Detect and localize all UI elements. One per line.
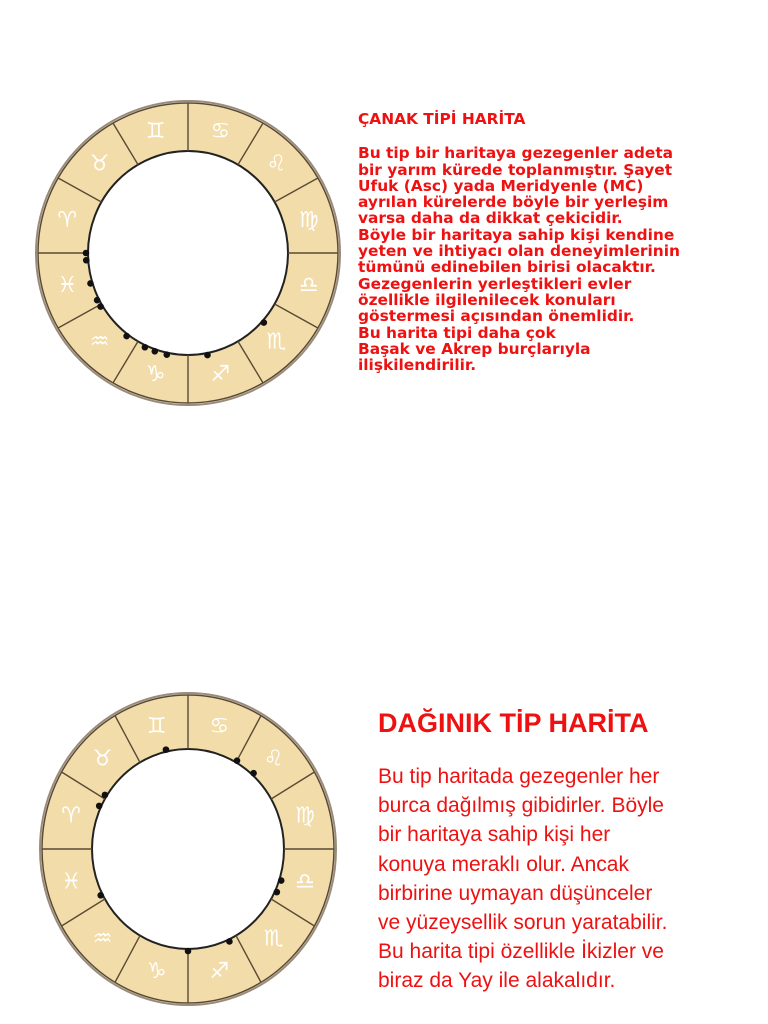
zodiac-sign-icon: ♐ <box>209 959 230 985</box>
planet-dot <box>226 938 233 945</box>
zodiac-wheel-2 <box>38 690 338 1008</box>
canak-title: ÇANAK TİPİ HARİTA <box>358 110 526 128</box>
canak-body-line: Bu tip bir haritaya gezegenler adeta <box>358 144 674 163</box>
planet-dot <box>102 792 109 799</box>
canak-section-text <box>358 111 763 373</box>
canak-body-line: varsa daha da dikkat çekicidir. <box>358 209 623 228</box>
zodiac-sign-icon: ♌ <box>266 151 287 177</box>
zodiac-sign-icon: ♏ <box>266 329 287 355</box>
daginik-body-line: bir haritaya sahip kişi her <box>378 823 611 847</box>
planet-dot <box>278 877 285 884</box>
canak-body-line: Böyle bir haritaya sahip kişi kendine <box>358 225 675 244</box>
planet-dot <box>83 250 90 257</box>
planet-dot <box>261 319 268 326</box>
canak-body <box>358 145 763 373</box>
zodiac-sign-icon: ♍ <box>295 803 315 829</box>
zodiac-sign-icon: ♍ <box>298 207 319 233</box>
canak-chart-wheel <box>35 100 341 406</box>
zodiac-sign-icon: ♉ <box>89 151 110 177</box>
wheel-inner-circle <box>88 151 288 355</box>
planet-dot <box>96 803 103 810</box>
daginik-chart-wheel <box>38 690 338 1008</box>
zodiac-sign-icon: ♈ <box>61 803 81 829</box>
zodiac-sign-icon: ♐ <box>210 362 231 388</box>
zodiac-sign-icon: ♓ <box>61 869 81 895</box>
zodiac-sign-icon: ♒ <box>89 329 110 355</box>
zodiac-sign-icon: ♑ <box>146 959 167 985</box>
canak-body-line: bir yarım kürede toplanmıştır. Şayet <box>358 160 673 179</box>
daginik-body-line: Bu harita tipi özellikle İkizler ve <box>378 940 664 964</box>
zodiac-sign-icon: ♎ <box>295 869 315 895</box>
canak-body-line: yeten ve ihtiyacı olan deneyimlerinin <box>358 242 680 261</box>
zodiac-sign-icon: ♈ <box>57 207 78 233</box>
zodiac-sign-icon: ♌ <box>263 746 284 772</box>
planet-dot <box>185 948 192 955</box>
canak-body-line: özellikle ilgilenilecek konuları <box>358 290 616 309</box>
planet-dot <box>97 892 104 899</box>
daginik-body <box>378 762 758 996</box>
planet-dot <box>163 746 170 753</box>
zodiac-sign-icon: ♒ <box>92 926 113 952</box>
daginik-body-line: burca dağılmış gibidirler. Böyle <box>378 794 664 818</box>
daginik-body-line: konuya meraklı olur. Ancak <box>378 852 629 876</box>
daginik-body-line: ve yüzeysellik sorun yaratabilir. <box>378 911 668 935</box>
planet-dot <box>250 770 257 777</box>
canak-body-line: Başak ve Akrep burçlarıyla <box>358 339 591 358</box>
planet-dot <box>94 297 101 304</box>
wheel-inner-circle <box>92 746 284 952</box>
canak-body-line: tümünü edinebilen birisi olacaktır. <box>358 258 656 277</box>
zodiac-sign-icon: ♑ <box>145 362 166 388</box>
planet-dot <box>204 352 211 359</box>
zodiac-sign-icon: ♎ <box>298 273 319 299</box>
daginik-body-line: biraz da Yay ile alakalıdır. <box>378 969 616 993</box>
planet-dot <box>142 344 149 351</box>
zodiac-wheel-1 <box>35 100 341 406</box>
planet-dot <box>87 280 94 287</box>
zodiac-sign-icon: ♉ <box>92 746 113 772</box>
planet-dot <box>123 333 130 340</box>
zodiac-sign-icon: ♊ <box>146 713 167 739</box>
daginik-title: DAĞINIK TİP HARİTA <box>378 708 649 738</box>
planet-dot <box>97 303 104 310</box>
planet-dot <box>83 257 90 264</box>
zodiac-sign-icon: ♋ <box>210 118 231 144</box>
planet-dot <box>151 348 158 355</box>
daginik-section-text <box>378 706 758 996</box>
zodiac-sign-icon: ♏ <box>263 926 284 952</box>
planet-dot <box>234 757 241 764</box>
canak-body-line: Bu harita tipi daha çok <box>358 323 556 342</box>
planet-dot <box>274 889 281 896</box>
daginik-body-line: birbirine uymayan düşünceler <box>378 881 653 905</box>
zodiac-sign-icon: ♓ <box>57 273 78 299</box>
zodiac-sign-icon: ♊ <box>145 118 166 144</box>
canak-body-line: Gezegenlerin yerleştikleri evler <box>358 274 632 293</box>
canak-body-line: ilişkilendirilir. <box>358 356 477 375</box>
canak-body-line: Ufuk (Asc) yada Meridyenle (MC) <box>358 176 644 195</box>
canak-body-line: göstermesi açısından önemlidir. <box>358 307 635 326</box>
daginik-body-line: Bu tip haritada gezegenler her <box>378 765 660 788</box>
canak-body-line: ayrılan kürelerde böyle bir yerleşim <box>358 193 669 212</box>
zodiac-sign-icon: ♋ <box>209 713 230 739</box>
planet-dot <box>163 351 170 358</box>
